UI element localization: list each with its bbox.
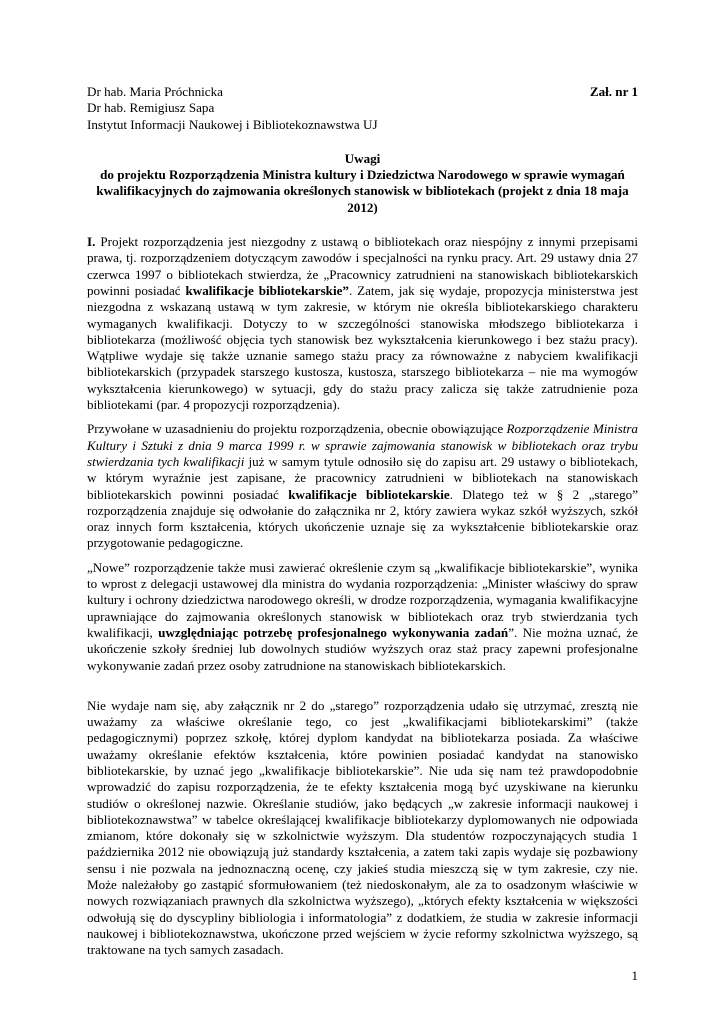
paragraph-2-text-c: . Dlatego też w § 2 „starego” rozporządzenia znajduje się odwołanie do załącznika nr 2, który zawiera wykaz szkół wyższych, szkół oraz innych form kształcenia, których ukończenie uznaje się za wykształcenie bibliotekarskie oraz przygotowanie pedagogiczne.	[87, 486, 639, 551]
page-content	[87, 84, 638, 959]
paragraph-3-bold-a: uwzględniając potrzebę profesjonalnego wykonywania zadań	[158, 624, 509, 640]
paragraph-3-text-b: ”. Nie można uznać, że ukończenie szkoły średniej lub dowolnych studiów wyższych oraz staż pracy zapewni profesjonalne wykonywanie zadań przez osoby zatrudnione na stanowiskach bibliotekarskich.	[87, 624, 638, 673]
document-header	[87, 84, 638, 133]
paragraph-2-bold-a: kwalifikacje bibliotekarskie	[288, 486, 450, 502]
paragraph-4	[87, 698, 638, 959]
paragraph-4-text-a: Nie wydaje nam się, aby załącznik nr 2 do „starego” rozporządzenia udało się utrzymać, zresztą nie uważamy za właściwe określanie tego, co jest „kwalifikacjami bibliotekarskimi” (także pedagogicznymi) poprzez szkołę, której dyplom kandydat na bibliotekarza posiada. Za właściwe uważamy określanie efektów kształcenia, które powinien posiadać kandydat na stanowisko bibliotekarskie, by uznać jego „kwalifikacje bibliotekarskie”. Nie uda się nam też prawdopodobnie wprowadzić do zapisu rozporządzenia, że te efekty kształcenia mogą być uzyskiwane na kierunku studiów o określonej nazwie. Określanie studiów, jako będących „w zakresie informacji naukowej i bibliotekoznawstwa” w tabelce określającej kwalifikacje bibliotekarzy dyplomowanych nie odpowiada zmianom, które dokonały się w szkolnictwie wyższym. Dla studentów rozpoczynających studia 1 października 2012 nie obowiązują już standardy kształcenia, a zatem taki zapis wydaje się pozbawiony sensu i nie pozwala na jednoznaczną ocenę, czy jakieś studia mieszczą się w tym zakresie, czy nie. Może należałoby go zastąpić sformułowaniem (też niedoskonałym, ale za to osadzonym właściwie w nowych rozwiązaniach prawnych dla szkolnictwa wyższego), „których efekty kształcenia w większości odwołują się do dyscypliny bibliologia i informatologia” z dodatkiem, że studia w zakresie informacji naukowej i bibliotekoznawstwa, ukończone przed wejściem w życie reformy szkolnictwa wyższego, są traktowane na tych samych zasadach.	[87, 697, 638, 958]
paragraph-1-text-a: Projekt rozporządzenia jest niezgodny z ustawą o bibliotekach oraz niespójny z innymi przepisami prawa, tj. rozporządzeniem dotyczącym zawodów i specjalności na rynku pracy. Art. 29 ustawy dnia 27 czerwca 1997 o bibliotekach stwierdza, że „Pracownicy zatrudnieni na stanowiskach bibliotekarskich powinni posiadać	[87, 234, 638, 298]
institute-name: Instytut Informacji Naukowej i Bibliotekoznawstwa UJ	[87, 116, 378, 132]
document-title	[87, 151, 638, 216]
paragraph-2	[87, 421, 638, 551]
paragraph-3-text-a: „Nowe” rozporządzenie także musi zawierać określenie czym są „kwalifikacje bibliotekarskie”, wynika to wprost z delegacji ustawowej dla ministra do wydania rozporządzenia: „Minister właściwy do spraw kultury i ochrony dziedzictwa narodowego określi, w drodze rozporządzenia, wymagania kwalifikacyjne uprawniające do zajmowania określonych stanowisk w bibliotekach oraz tryb stwierdzania tych kwalifikacji,	[87, 559, 638, 640]
paragraph-3	[87, 560, 638, 674]
page-number: 1	[631, 968, 638, 983]
paragraph-1	[87, 234, 638, 413]
author-1: Dr hab. Maria Próchnicka	[87, 84, 223, 99]
paragraph-2-text-a: Przywołane w uzasadnieniu do projektu rozporządzenia, obecnie obowiązujące	[87, 421, 507, 437]
paragraph-1-bold-a: kwalifikacje bibliotekarskie”	[185, 282, 349, 298]
title-subject: do projektu Rozporządzenia Ministra kultury i Dziedzictwa Narodowego w sprawie wymagań kwalifikacyjnych do zajmowania określonych stanowisk w bibliotekach (projekt z dnia 18 maja 2012)	[96, 167, 629, 215]
attachment-label: Zał. nr 1	[589, 84, 638, 99]
paragraph-2-text-b: już w samym tytule odnosiło się do zapisu art. 29 ustawy o bibliotekach, w którym wyraźnie jest zapisane, że pracownicy zatrudnieni w bibliotekach na stanowiskach bibliotekarskich powinni posiadać	[87, 453, 638, 502]
author-2: Dr hab. Remigiusz Sapa	[87, 100, 215, 116]
paragraph-1-text-b: . Zatem, jak się wydaje, propozycja ministerstwa jest niezgodna z wskazaną ustawą w tym zakresie, w którym nie określa bibliotekarskiego charakteru wymaganych kwalifikacji. Dotyczy to w szczególności stanowiska młodszego bibliotekarza i bibliotekarza (możliwość objęcia tych stanowisk bez wykształcenia kierunkowego i bez stażu pracy). Wątpliwe wydaje się także uznanie samego stażu pracy za równoważne z nabyciem kwalifikacji bibliotekarskich (przypadek starszego kustosza, kustosza, starszego bibliotekarza – nie ma wymogów wykształcenia kierunkowego) w sytuacji, gdy do stażu pracy zalicza się także zatrudnienie poza bibliotekami (par. 4 propozycji rozporządzenia).	[87, 282, 639, 413]
title-heading: Uwagi	[344, 150, 381, 166]
paragraph-2-italic-a: Rozporządzenie Ministra Kultury i Sztuki z dnia 9 marca 1999 r. w sprawie zajmowania stanowisk w bibliotekach oraz trybu stwierdzania tych kwalifikacji	[87, 421, 638, 469]
section-numeral: I.	[87, 234, 96, 250]
